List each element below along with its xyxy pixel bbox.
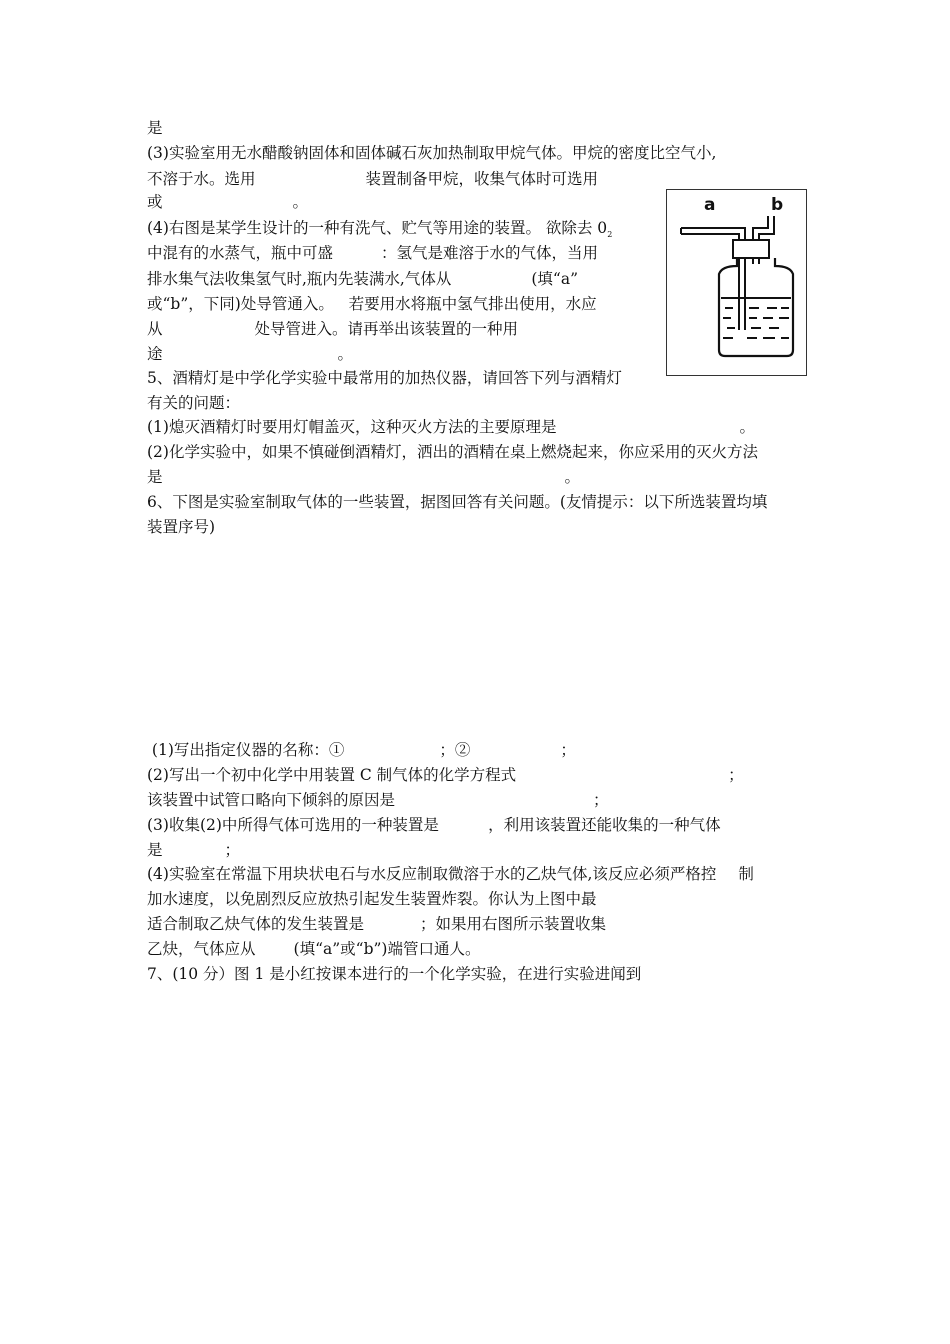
text-line: (1)熄灭酒精灯时要用灯帽盖灭，这种灭火方法的主要原理是 。: [147, 418, 755, 436]
text-line: 中混有的水蒸气，瓶中可盛 ：氢气是难溶于水的气体，当用: [147, 244, 599, 262]
stopper: [733, 240, 769, 258]
text-line: (3)实验室用无水醋酸钠固体和固体碱石灰加热制取甲烷气体。甲烷的密度比空气小,: [147, 144, 717, 162]
text-line: (4)实验室在常温下用块状电石与水反应制取微溶于水的乙炔气体,该反应必须严格控 制: [147, 865, 754, 883]
text-line: 该装置中试管口略向下倾斜的原因是 ；: [147, 791, 609, 809]
text-line: 6、下图是实验室制取气体的一些装置，据图回答有关问题。(友情提示：以下所选装置均填: [147, 493, 768, 511]
water: [721, 298, 791, 338]
text-line: (2)化学实验中，如果不慎碰倒酒精灯，洒出的酒精在桌上燃烧起来，你应采用的灭火方法: [147, 443, 758, 461]
text-line: 是 ；: [147, 841, 241, 859]
text-line: 乙炔，气体应从 (填“a”或“b”)端管口通人。: [147, 940, 481, 958]
text-line: (3)收集(2)中所得气体可选用的一种装置是 ，利用该装置还能收集的一种气体: [147, 816, 721, 834]
label-b: b: [771, 195, 784, 215]
text-line: 从 处导管进入。请再举出该装置的一种用: [147, 320, 519, 338]
text-line: (4)右图是某学生设计的一种有洗气、贮气等用途的装置。 欲除去 $0_2$: [147, 219, 613, 239]
text-line: (2)写出一个初中化学中用装置 C 制气体的化学方程式 ；: [147, 766, 744, 784]
text-line: 有关的问题：: [147, 394, 241, 412]
text-line: 或 。: [147, 193, 309, 211]
label-a: a: [704, 195, 716, 215]
text-line: 途 。: [147, 345, 354, 363]
text-line: 是 。: [147, 468, 581, 486]
text-line: 加水速度，以免剧烈反应放热引起发生装置炸裂。你认为上图中最: [147, 890, 597, 908]
gas-bottle-figure: [666, 189, 807, 376]
text-line: 5、酒精灯是中学化学实验中最常用的加热仪器，请回答下列与酒精灯: [147, 369, 622, 387]
text-line: 7、(10 分）图 1 是小红按课本进行的一个化学实验，在进行实验进闻到: [147, 965, 642, 983]
text-line: 排水集气法收集氢气时,瓶内先装满水,气体从 (填“a”: [147, 270, 578, 288]
text-line: 或“b”，下同)处导管通入。 若要用水将瓶中氢气排出使用，水应: [147, 295, 597, 313]
text-line: 是: [147, 119, 163, 137]
text-line: (1)写出指定仪器的名称：① ；② ；: [147, 741, 576, 759]
text-line: 适合制取乙炔气体的发生装置是 ；如果用右图所示装置收集: [147, 915, 607, 933]
text-line: 装置序号): [147, 518, 216, 536]
text-line: 不溶于水。选用 装置制备甲烷，收集气体时可选用: [147, 170, 599, 188]
